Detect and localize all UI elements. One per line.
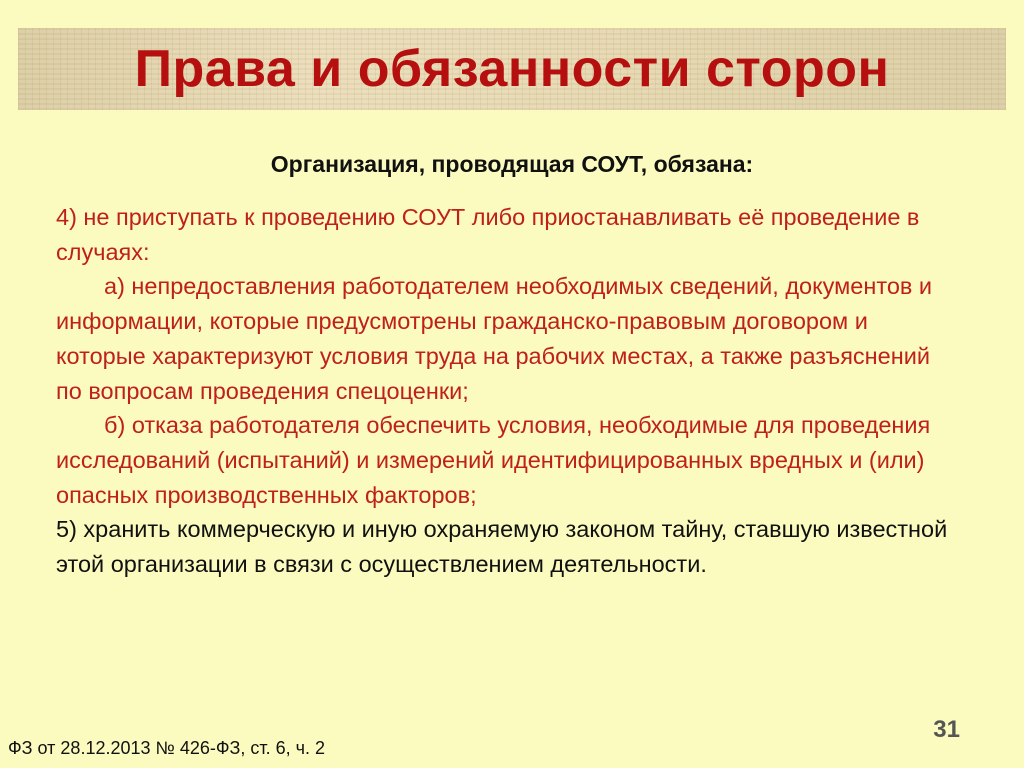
slide-body: [56, 200, 956, 582]
page-number: 31: [933, 716, 960, 743]
source-reference: ФЗ от 28.12.2013 № 426-ФЗ, ст. 6, ч. 2: [8, 738, 326, 758]
slide-title: Права и обязанности сторон: [134, 40, 890, 98]
clause-5: 5) хранить коммерческую и иную охраняемую законом тайну, ставшую известной этой организации в связи с осуществлением деятельности.: [56, 516, 948, 578]
clause-4a: а) непредоставления работодателем необходимых сведений, документов и информации, которые предусмотрены гражданско-правовым договором и которые характеризуют условия труда на рабочих местах, а также разъяснений по вопросам проведения спецоценки;: [56, 273, 933, 404]
slide-subtitle: Организация, проводящая СОУТ, обязана:: [270, 151, 754, 177]
title-banner: [18, 28, 1006, 110]
clause-4b: б) отказа работодателя обеспечить условия, необходимые для проведения исследований (испытаний) и измерений идентифицированных вредных и (или) опасных производственных факторов;: [56, 412, 931, 508]
clause-4: 4) не приступать к проведению СОУТ либо приостанавливать её проведение в случаях:: [56, 204, 920, 265]
